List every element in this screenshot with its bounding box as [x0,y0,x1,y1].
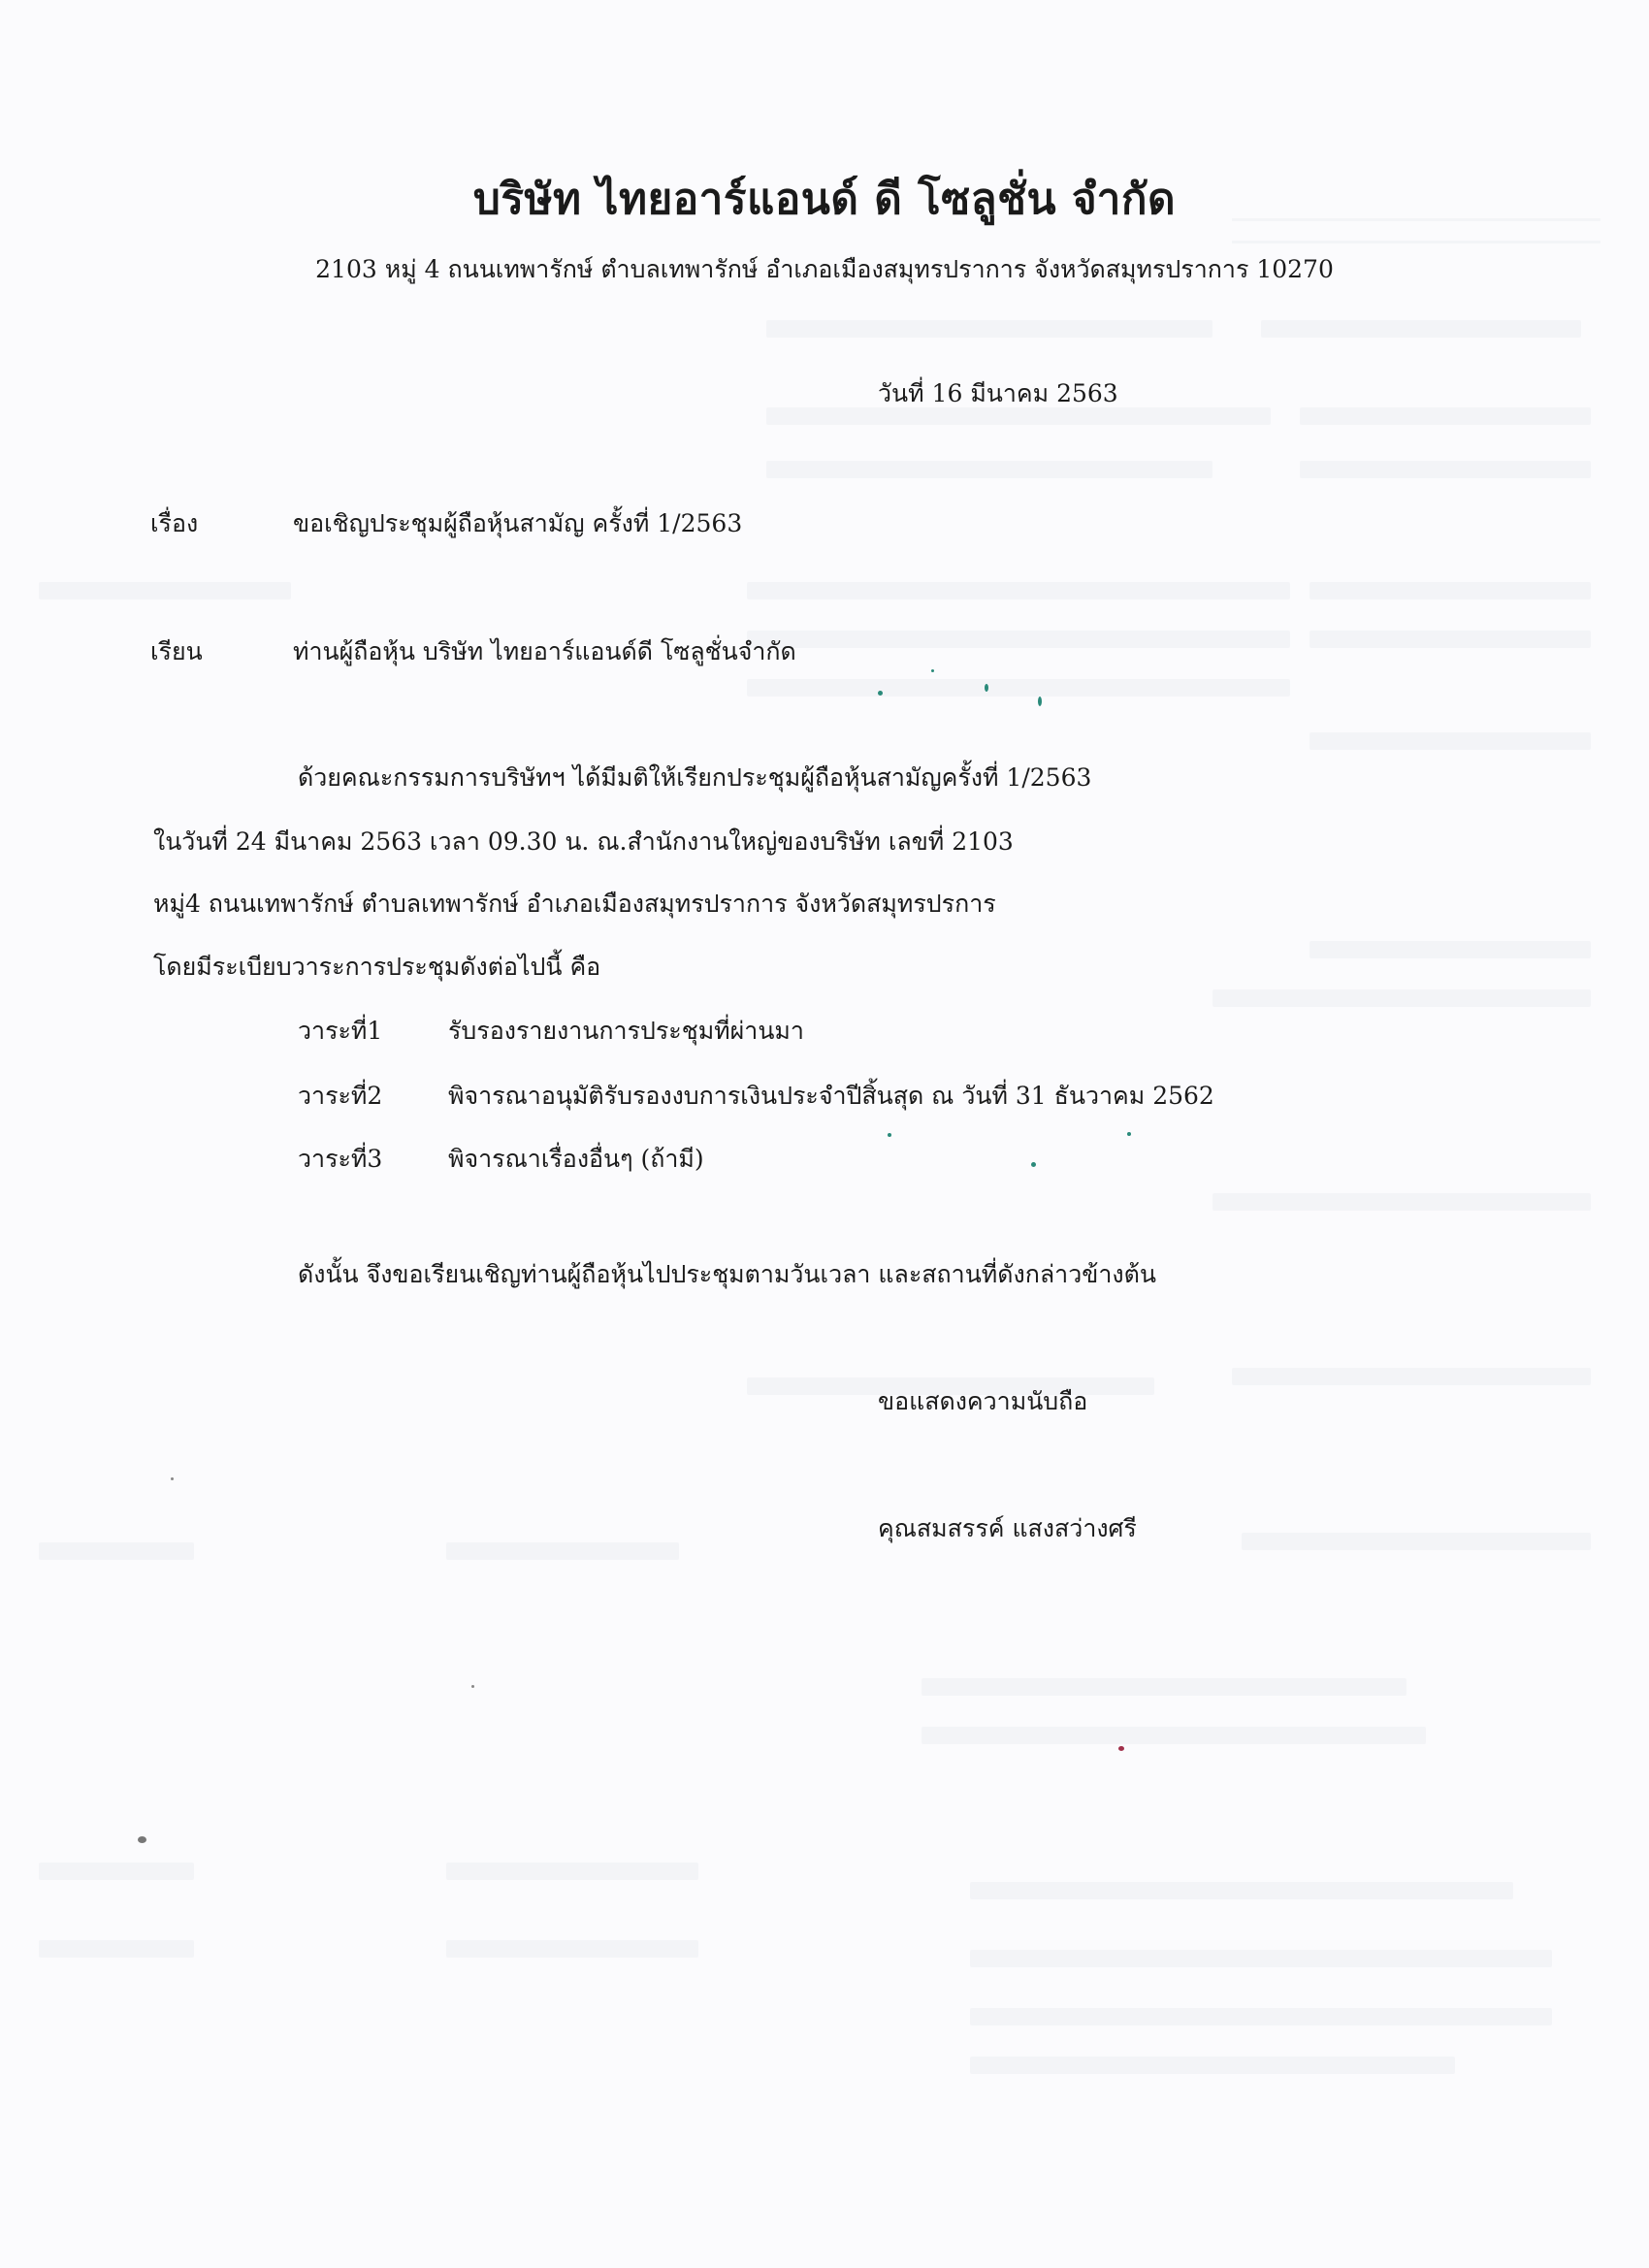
recipient-label: เรียน [150,637,203,665]
closing-paragraph: ดังนั้น จึงขอเรียนเชิญท่านผู้ถือหุ้นไปประชุมตามวันเวลา และสถานที่ดังกล่าวข้างต้น [298,1260,1156,1288]
body-line: ในวันที่ 24 มีนาคม 2563 เวลา 09.30 น. ณ.สำนักงานใหญ่ของบริษัท เลขที่ 2103 [153,827,1014,856]
recipient-text: ท่านผู้ถือหุ้น บริษัท ไทยอาร์แอนด์ดี โซลูชั่นจำกัด [293,637,796,665]
agenda-text: พิจารณาอนุมัติรับรองงบการเงินประจำปีสิ้นสุด ณ วันที่ 31 ธันวาคม 2562 [448,1082,1214,1110]
body-line: โดยมีระเบียบวาระการประชุมดังต่อไปนี้ คือ [153,953,601,981]
agenda-text: รับรองรายงานการประชุมที่ผ่านมา [448,1017,804,1045]
signatory-name: คุณสมสรรค์ แสงสว่างศรี [878,1514,1137,1542]
body-line: หมู่4 ถนนเทพารักษ์ ตำบลเทพารักษ์ อำเภอเมืองสมุทรปราการ จังหวัดสมุทรปรการ [153,890,996,918]
body-line: ด้วยคณะกรรมการบริษัทฯ ได้มีมติให้เรียกประชุมผู้ถือหุ้นสามัญครั้งที่ 1/2563 [298,763,1092,792]
agenda-number: วาระที่3 [298,1145,383,1173]
sign-off: ขอแสดงความนับถือ [878,1387,1088,1415]
subject-text: ขอเชิญประชุมผู้ถือหุ้นสามัญ ครั้งที่ 1/2563 [293,509,743,537]
subject-label: เรื่อง [150,509,199,537]
agenda-text: พิจารณาเรื่องอื่นๆ (ถ้ามี) [448,1145,704,1173]
company-address: 2103 หมู่ 4 ถนนเทพารักษ์ ตำบลเทพารักษ์ อำเภอเมืองสมุทรปราการ จังหวัดสมุทรปราการ 10270 [315,255,1334,283]
company-name: บริษัท ไทยอาร์แอนด์ ดี โซลูชั่น จำกัด [472,175,1177,224]
letter-date: วันที่ 16 มีนาคม 2563 [878,379,1118,407]
agenda-number: วาระที่1 [298,1017,383,1045]
agenda-number: วาระที่2 [298,1082,383,1110]
